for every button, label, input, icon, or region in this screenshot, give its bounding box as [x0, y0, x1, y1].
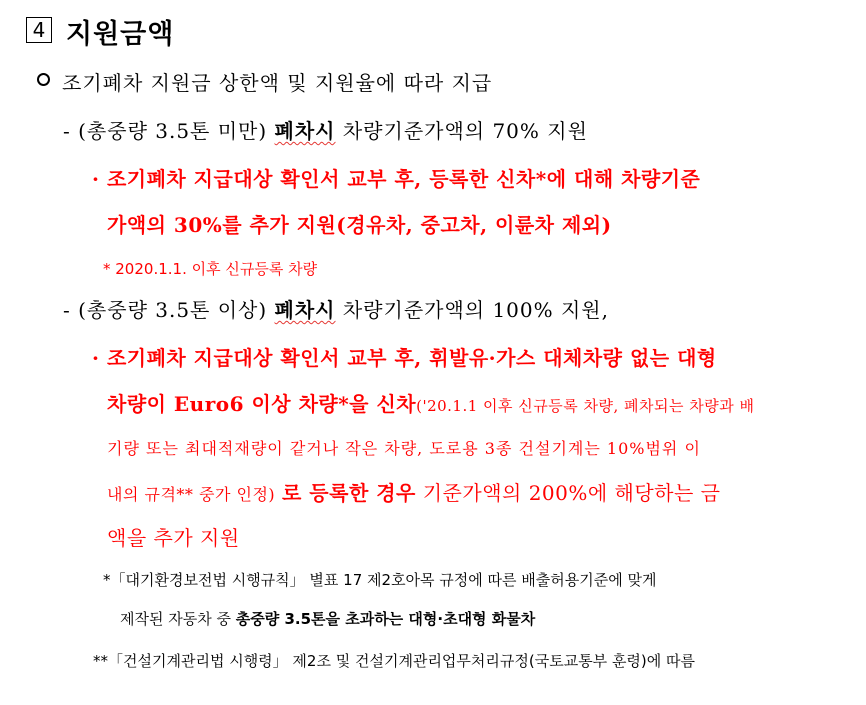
sec1-red-text-1: 조기폐차 지급대상 확인서 교부 후, 등록한 신차*에 대해 차량기준 — [106, 167, 701, 191]
circle-bullet-icon — [37, 73, 50, 86]
sec2-red-line-5: 액을 추가 지원 — [107, 526, 240, 550]
sec1-red-line-1 — [92, 163, 700, 192]
sec1-red-line-2: 가액의 30%를 추가 지원(경유차, 중고차, 이륜차 제외) — [107, 213, 612, 237]
sec2-red-bold-2: 차량이 Euro6 이상 차량*을 신차 — [107, 392, 417, 416]
section-number-box: 4 — [26, 17, 52, 43]
sec2-red-bold-4: 로 등록한 경우 — [282, 481, 416, 505]
sec1-support-text: 차량기준가액의 70% 지원 — [342, 119, 588, 143]
sec2-footnote-2: **「건설기계관리법 시행령」 제2조 및 건설기계관리업무처리규정(국토교통부 훈령)에 따름 — [93, 652, 696, 670]
sec2-weight-condition: (총중량 3.5톤 이상) — [78, 298, 268, 322]
sec2-red-line-4 — [107, 477, 721, 506]
sec2-red-rest-4: 기준가액의 200%에 해당하는 금 — [422, 481, 721, 505]
dash-marker: - — [63, 119, 71, 143]
dash-marker: - — [63, 298, 71, 322]
sec2-red-line-1 — [92, 342, 717, 371]
sec2-scrap-label: 폐차시 — [274, 298, 336, 322]
section-title: 지원금액 — [66, 19, 175, 50]
sec2-footnote-1-line-1: *「대기환경보전법 시행규칙」 별표 17 제2호아목 규정에 따른 배출허용기준에 맞게 — [103, 571, 657, 589]
sec2-red-text-1: 조기폐차 지급대상 확인서 교부 후, 휘발유·가스 대체차량 없는 대형 — [106, 346, 717, 370]
sec1-line — [63, 115, 588, 144]
sec2-red-paren-2: ('20.1.1 이후 신규등록 차량, 폐차되는 차량과 배 — [416, 397, 755, 415]
sec1-scrap-label: 폐차시 — [274, 119, 336, 143]
footnote-pre-text: 제작된 자동차 중 — [120, 610, 231, 628]
intro-text: 조기폐차 지원금 상한액 및 지원율에 따라 지급 — [62, 71, 493, 95]
dot-marker: · — [92, 167, 100, 191]
sec2-red-pre-4: 내의 규격** 중가 인정) — [107, 485, 276, 504]
sec2-red-line-2 — [107, 388, 755, 417]
sec2-support-text: 차량기준가액의 100% 지원, — [342, 298, 609, 322]
dot-marker: · — [92, 346, 100, 370]
sec1-footnote: * 2020.1.1. 이후 신규등록 차량 — [103, 260, 318, 278]
sec2-red-line-3: 기량 또는 최대적재량이 같거나 작은 차량, 도로용 3종 건설기계는 10%범위 이 — [107, 439, 701, 458]
sec2-footnote-1-line-2 — [120, 608, 535, 629]
sec2-line — [63, 294, 609, 323]
footnote-bold-text: 총중량 3.5톤을 초과하는 대형·초대형 화물차 — [235, 610, 536, 628]
sec1-weight-condition: (총중량 3.5톤 미만) — [78, 119, 268, 143]
